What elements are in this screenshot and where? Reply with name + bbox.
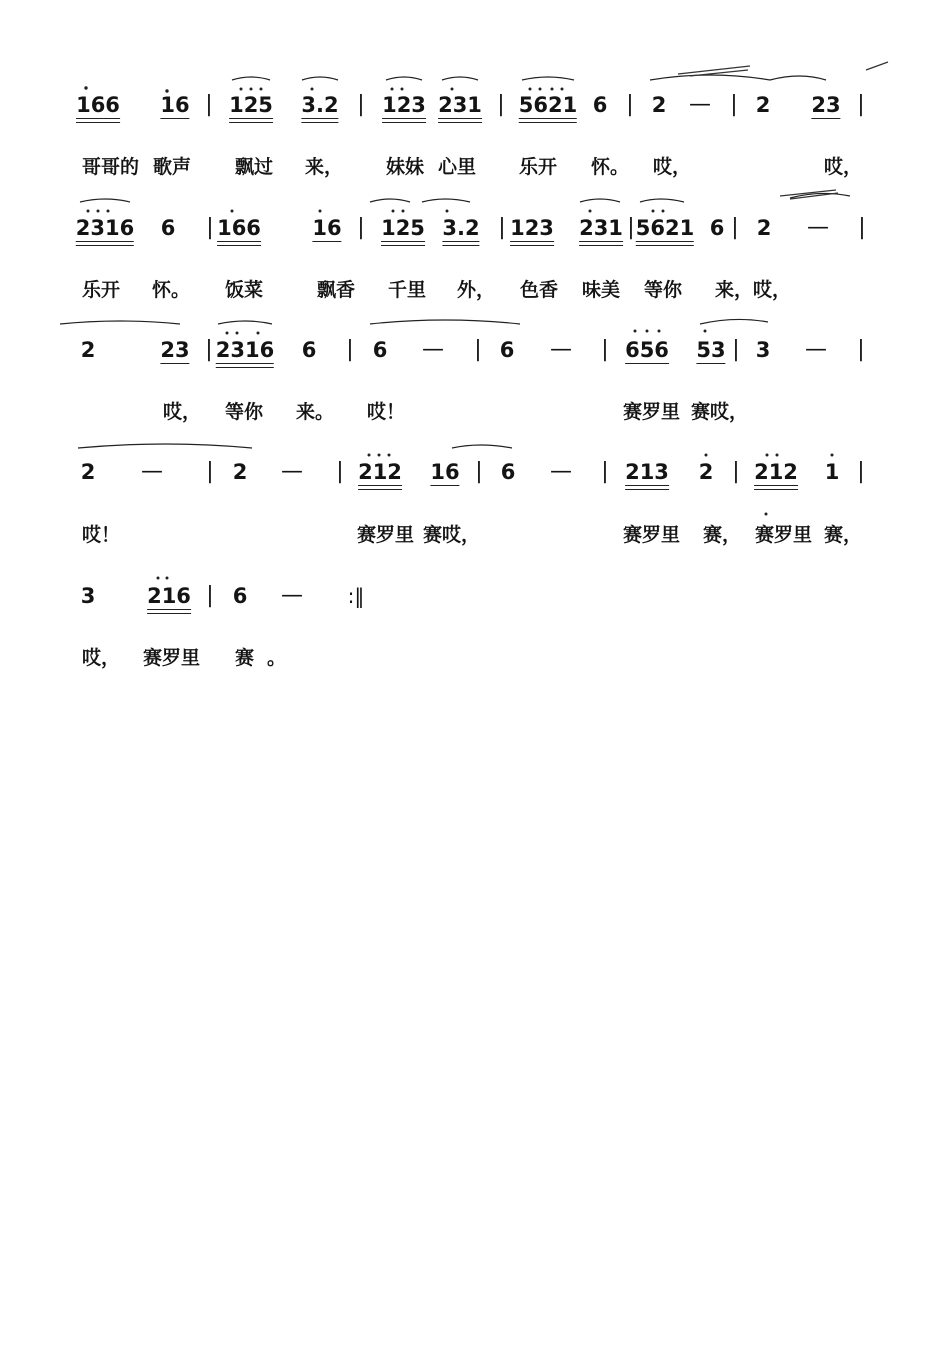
lyric: 等你: [225, 401, 264, 423]
lyric: 外，: [457, 279, 496, 301]
notation-row-5: [0, 576, 936, 616]
barline: |: [731, 215, 739, 240]
note: 3: [80, 584, 96, 608]
barline: |: [498, 215, 506, 240]
barline: |: [206, 215, 214, 240]
note-group: 5621: [636, 208, 694, 248]
lyric: 哎，: [163, 401, 202, 423]
lyric: 哎，: [82, 647, 121, 669]
lyric: 赛哎，: [423, 524, 481, 546]
lyric: 来，哎，: [715, 279, 792, 301]
lyric: 妹妹: [386, 156, 425, 178]
lyric: 赛罗里: [755, 524, 813, 546]
barline: |: [626, 92, 634, 117]
lyric: 赛罗里: [357, 524, 415, 546]
note-group: 213: [625, 452, 669, 492]
lyrics-row-1: [0, 152, 936, 182]
barline: |: [857, 459, 865, 484]
note-group: 212: [358, 452, 402, 492]
barline: |: [205, 92, 213, 117]
note: 2: [80, 460, 96, 484]
barline: |: [732, 459, 740, 484]
notation-row-2: [0, 208, 936, 248]
lyric: 赛: [235, 647, 255, 669]
note: 6: [500, 460, 516, 484]
note-group: 2316: [76, 208, 134, 248]
note: 3: [755, 338, 771, 362]
note-group: 125: [229, 85, 273, 125]
note-group: 123: [510, 208, 554, 248]
note-group: 16: [430, 452, 459, 492]
note: 6: [709, 216, 725, 240]
barline: |: [346, 337, 354, 362]
lyrics-row-4: [0, 520, 936, 550]
repeat-end-sign: :‖: [347, 584, 365, 608]
lyric: 怀。: [591, 156, 630, 178]
lyric: 来。: [296, 401, 335, 423]
note: 2: [698, 460, 714, 484]
lyrics-row-3: [0, 397, 936, 427]
lyric: 色香: [520, 279, 559, 301]
lyric: 哎，: [824, 156, 863, 178]
lyric: 。: [267, 647, 287, 669]
barline: |: [357, 92, 365, 117]
note: 2: [80, 338, 96, 362]
lyric: 来，: [305, 156, 344, 178]
barline: |: [627, 215, 635, 240]
note-group: 16: [160, 85, 189, 125]
barline: |: [732, 337, 740, 362]
barline: |: [730, 92, 738, 117]
note-group: 216: [147, 576, 191, 616]
lyric: 味美: [582, 279, 621, 301]
note: 6: [301, 338, 317, 362]
lyric: 怀。: [152, 279, 191, 301]
lyric: 乐开: [519, 156, 558, 178]
note-group: 3.2: [301, 85, 338, 125]
sustain-dash: —: [550, 459, 572, 484]
lyric: 赛罗里: [143, 647, 201, 669]
notation-row-4: [0, 452, 936, 492]
lyric: 哥哥的: [82, 156, 140, 178]
lyrics-row-2: [0, 275, 936, 305]
note-group: 212: [754, 452, 798, 492]
barline: |: [205, 337, 213, 362]
lyric: 赛罗里: [623, 401, 681, 423]
barline: |: [497, 92, 505, 117]
note: 6: [499, 338, 515, 362]
lyric: 赛，: [703, 524, 742, 546]
note: 2: [755, 93, 771, 117]
note-group: 231: [579, 208, 623, 248]
note-group: 166: [217, 208, 261, 248]
note-group: 16: [312, 208, 341, 248]
note: 2: [756, 216, 772, 240]
notation-row-3: [0, 330, 936, 370]
note: 2: [651, 93, 667, 117]
note: 6: [160, 216, 176, 240]
note-group: 3.2: [442, 208, 479, 248]
lyrics-row-5: [0, 643, 936, 673]
barline: |: [336, 459, 344, 484]
sustain-dash: —: [281, 459, 303, 484]
sustain-dash: —: [141, 459, 163, 484]
barline: |: [206, 583, 214, 608]
note: 2: [232, 460, 248, 484]
lyric: 哎，: [653, 156, 692, 178]
notation-row-1: [0, 85, 936, 125]
sustain-dash: —: [689, 92, 711, 117]
note-group: 125: [381, 208, 425, 248]
sustain-dash: —: [422, 337, 444, 362]
barline: |: [858, 215, 866, 240]
barline: |: [357, 215, 365, 240]
note: 6: [592, 93, 608, 117]
barline: |: [601, 337, 609, 362]
note-group: 656: [625, 330, 669, 370]
lyric: 赛，: [824, 524, 863, 546]
lyric: 赛罗里: [623, 524, 681, 546]
lyric: 乐开: [82, 279, 121, 301]
barline: |: [474, 337, 482, 362]
note-group: 2316: [216, 330, 274, 370]
lyric: 千里: [388, 279, 427, 301]
lyric: 等你: [644, 279, 683, 301]
note-group: 123: [382, 85, 426, 125]
note-group: 166: [76, 85, 120, 125]
sustain-dash: —: [550, 337, 572, 362]
note-group: 231: [438, 85, 482, 125]
lyric: 心里: [438, 156, 477, 178]
note-group: 23: [811, 85, 840, 125]
lyric: 赛哎，: [691, 401, 749, 423]
note: 6: [372, 338, 388, 362]
note: 1: [824, 460, 840, 484]
barline: |: [857, 92, 865, 117]
note: 6: [232, 584, 248, 608]
barline: |: [601, 459, 609, 484]
barline: |: [857, 337, 865, 362]
sustain-dash: —: [281, 583, 303, 608]
barline: |: [206, 459, 214, 484]
note-group: 23: [160, 330, 189, 370]
sustain-dash: —: [807, 215, 829, 240]
note-group: 5621: [519, 85, 577, 125]
sustain-dash: —: [805, 337, 827, 362]
lyric: 飘香: [317, 279, 356, 301]
lyric: 哎！: [367, 401, 406, 423]
barline: |: [475, 459, 483, 484]
lyric: 歌声: [153, 156, 192, 178]
note-group: 53: [696, 330, 725, 370]
lyric: 饭菜: [225, 279, 264, 301]
lyric: 哎！: [82, 524, 121, 546]
lyric: 飘过: [235, 156, 274, 178]
